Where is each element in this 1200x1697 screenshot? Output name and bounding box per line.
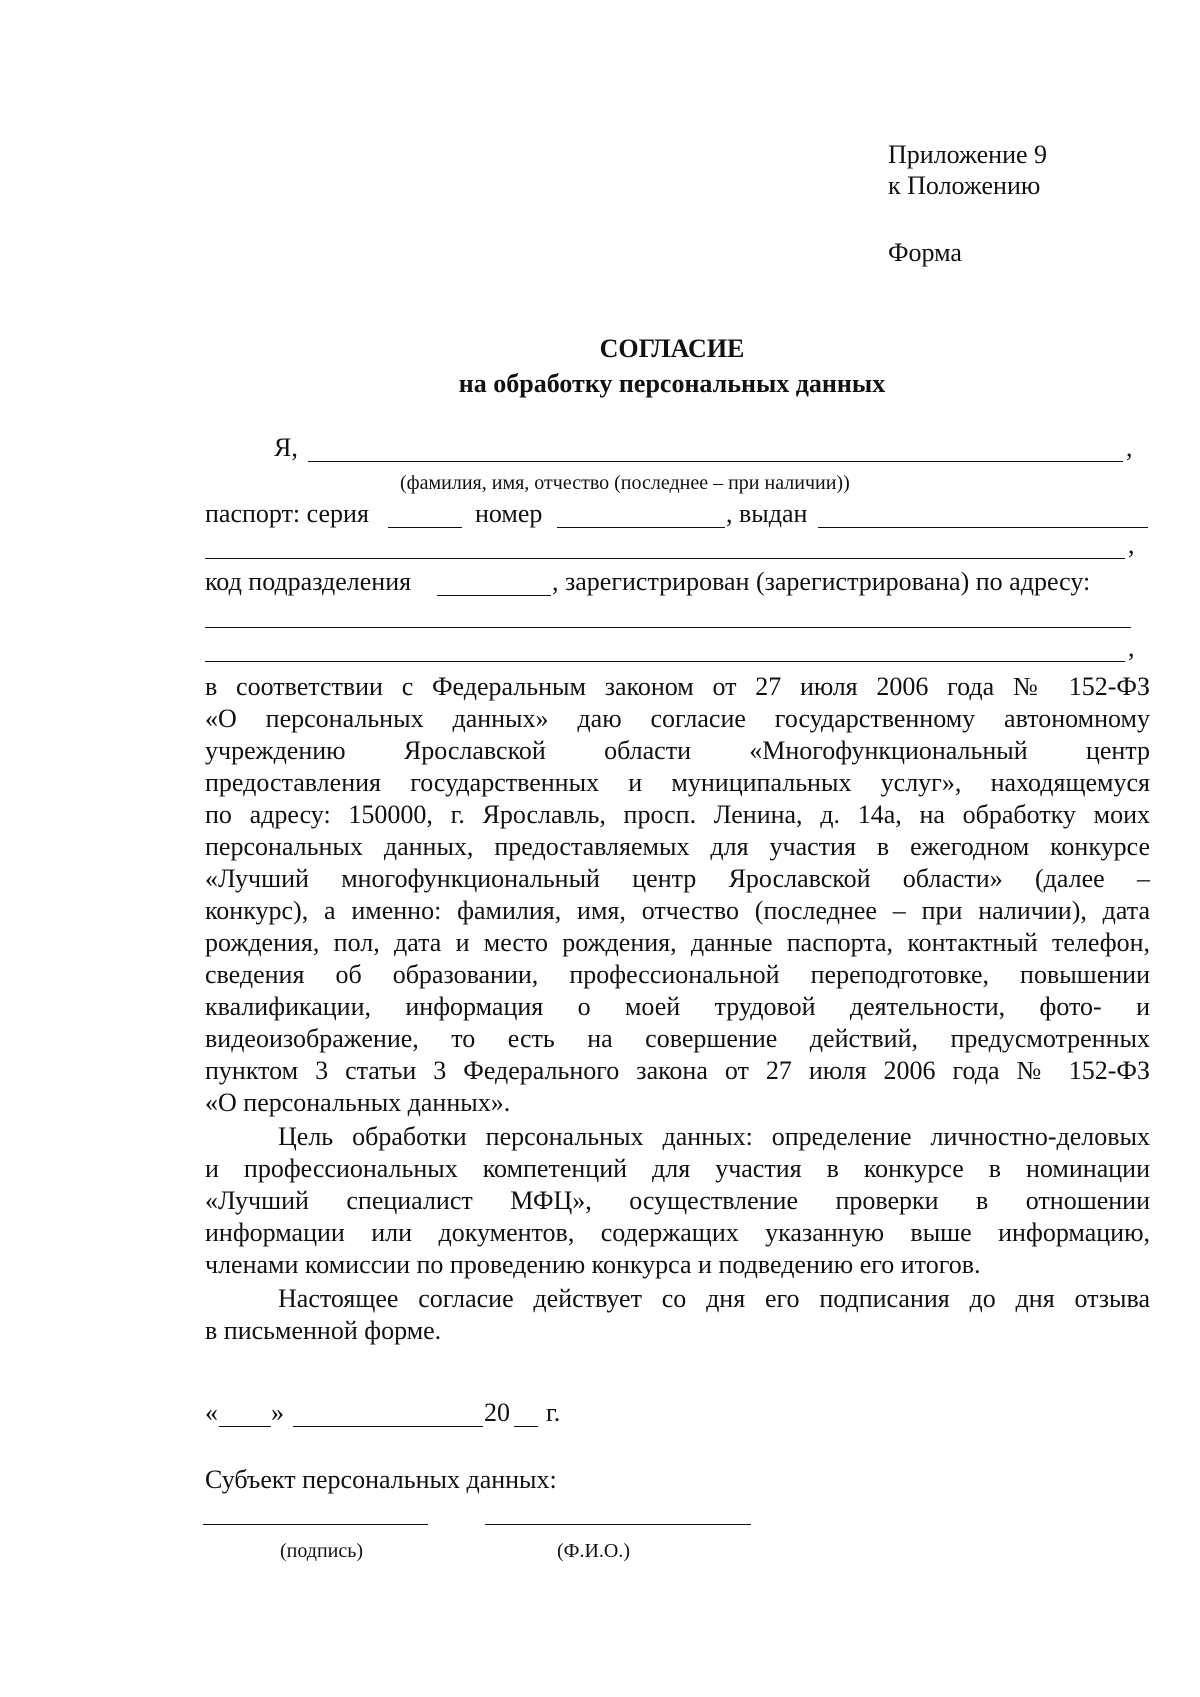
date-close-quote: » [271,1398,284,1427]
fio-short-caption: (Ф.И.О.) [557,1540,631,1562]
body-line: «Лучший специалист МФЦ», осуществление проверки в отношении [205,1186,1150,1215]
issued-by-input-line-2[interactable] [205,558,1125,559]
body-line: квалификации, информация о моей трудовой деятельности, фото- и [205,992,1150,1021]
address-input-line-2[interactable] [205,661,1125,662]
document-subtitle: на обработку персональных данных [458,369,886,398]
body-line: Цель обработки персональных данных: определение личностно-деловых [278,1122,1150,1151]
body-line: «Лучший многофункциональный центр Ярославской области» (далее – [205,864,1150,893]
fio-comma: , [1126,433,1133,462]
address-comma: , [1128,633,1135,662]
body-line: Настоящее согласие действует со дня его подписания до дня отзыва [278,1284,1150,1313]
body-line: членами комиссии по проведению конкурса и подведению его итогов. [205,1250,981,1279]
address-input-line-1[interactable] [205,627,1131,628]
regulation-ref: к Положению [888,171,1041,200]
body-line: рождения, пол, дата и место рождения, данные паспорта, контактный телефон, [205,928,1150,957]
document-title: СОГЛАСИЕ [599,334,745,363]
body-line: в соответствии с Федеральным законом от 27 июля 2006 года № 152-ФЗ [205,672,1150,701]
body-line: предоставления государственных и муниципальных услуг», находящемуся [205,768,1150,797]
signature-fio-input-line[interactable] [485,1524,751,1525]
passport-number-input-line[interactable] [557,527,725,528]
date-year-suffix: г. [546,1398,561,1427]
body-line: пунктом 3 статьи 3 Федерального закона от 27 июля 2006 года № 152-ФЗ [205,1056,1150,1085]
body-line: конкурс), а именно: фамилия, имя, отчество (последнее – при наличии), дата [205,896,1150,925]
date-open-quote: « [205,1398,218,1427]
body-line: «О персональных данных» даю согласие государственному автономному [205,704,1150,733]
issued-comma: , [1128,530,1135,559]
form-label: Форма [888,238,962,267]
signature-caption: (подпись) [280,1540,364,1562]
body-line: по адресу: 150000, г. Ярославль, просп. Ленина, д. 14а, на обработку моих [205,800,1150,829]
issued-label: , выдан [726,499,808,528]
signature-input-line[interactable] [203,1524,428,1525]
registered-label: , зарегистрирован (зарегистрирована) по адресу: [552,567,1091,596]
passport-number-label: номер [475,499,543,528]
body-line: видеоизображение, то есть на совершение действий, предусмотренных [205,1024,1150,1053]
body-line: и профессиональных компетенций для участия в конкурсе в номинации [205,1154,1150,1183]
appendix-number: Приложение 9 [888,140,1048,169]
body-line: учреждению Ярославской области «Многофункциональный центр [205,736,1150,765]
body-line: в письменной форме. [205,1316,442,1345]
body-line: персональных данных, предоставляемых для участия в ежегодном конкурсе [205,832,1150,861]
body-line: сведения об образовании, профессиональной переподготовке, повышении [205,960,1150,989]
fio-caption: (фамилия, имя, отчество (последнее – при наличии)) [400,472,850,494]
date-day-input-line[interactable] [219,1426,271,1427]
date-month-input-line[interactable] [293,1426,483,1427]
body-line: «О персональных данных». [205,1088,511,1117]
issued-by-input-line[interactable] [818,527,1148,528]
date-year-input-line[interactable] [514,1426,538,1427]
i-label: Я, [274,433,298,462]
fio-input-line[interactable] [308,461,1123,462]
body-line: информации или документов, содержащих указанную выше информацию, [205,1218,1150,1247]
dept-code-input-line[interactable] [437,595,551,596]
passport-series-label: паспорт: серия [205,499,369,528]
date-century: 20 [484,1398,510,1427]
passport-series-input-line[interactable] [388,527,462,528]
dept-code-label: код подразделения [205,567,412,596]
subject-label: Субъект персональных данных: [205,1465,557,1494]
